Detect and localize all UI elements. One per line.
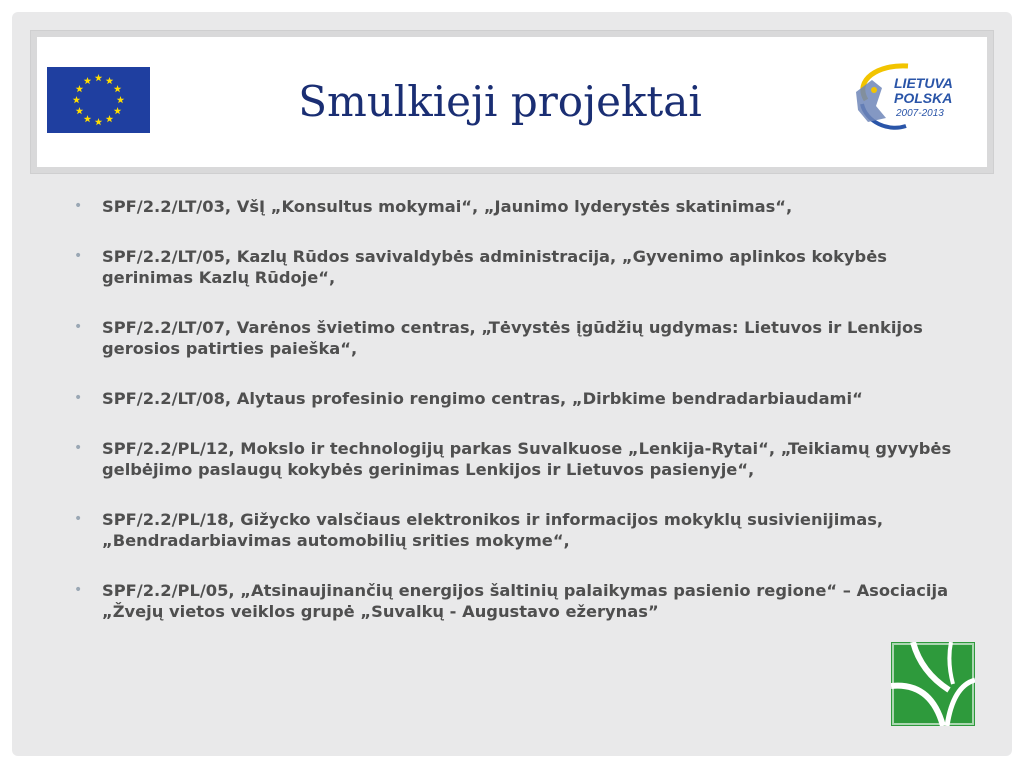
bullet-dot-icon: • — [74, 582, 83, 598]
list-item-text: SPF/2.2/PL/12, Mokslo ir technologijų parkas Suvalkuose „Lenkija-Rytai“, „Teikiamų gyvybės gelbėjimo paslaugų kokybės gerinimas Lenkijos ir Lietuvos pasienyje“, — [102, 439, 952, 479]
page-title: Smulkieji projektai — [298, 77, 702, 126]
list-item-text: SPF/2.2/LT/08, Alytaus profesinio rengimo centras, „Dirbkime bendradarbiaudami“ — [102, 389, 863, 408]
list-item-text: SPF/2.2/PL/18, Gižycko valsčiaus elektronikos ir informacijos mokyklų susivienijimas, „Bendradarbiavimas automobilių srities mokyme“, — [102, 510, 884, 550]
list-item-text: SPF/2.2/LT/03, VšĮ „Konsultus mokymai“, „Jaunimo lyderystės skatinimas“, — [102, 197, 793, 216]
lietuva-polska-logo-icon — [848, 60, 968, 140]
eu-flag-icon — [47, 67, 150, 133]
project-list — [72, 196, 952, 651]
bullet-dot-icon: • — [74, 198, 83, 214]
corner-logo-icon — [891, 642, 975, 726]
list-item — [72, 246, 952, 288]
bullet-dot-icon: • — [74, 248, 83, 264]
logo-line-1: LIETUVA — [894, 75, 953, 91]
list-item — [72, 438, 952, 480]
list-item-text: SPF/2.2/PL/05, „Atsinaujinančių energijos šaltinių palaikymas pasienio regione“ – Asociacija „Žvejų vietos veiklos grupė „Suvalkų - Augustavo ežerynas” — [102, 581, 949, 621]
bullet-dot-icon: • — [74, 390, 83, 406]
logo-line-3: 2007-2013 — [896, 108, 944, 119]
list-item — [72, 388, 952, 409]
logo-line-2: POLSKA — [894, 90, 953, 106]
bullet-dot-icon: • — [74, 319, 83, 335]
bullet-dot-icon: • — [74, 440, 83, 456]
list-item-text: SPF/2.2/LT/05, Kazlų Rūdos savivaldybės administracija, „Gyvenimo aplinkos kokybės gerinimas Kazlų Rūdoje“, — [102, 247, 887, 287]
list-item — [72, 317, 952, 359]
list-item — [72, 580, 952, 622]
list-item — [72, 509, 952, 551]
bullet-dot-icon: • — [74, 511, 83, 527]
list-item — [72, 196, 952, 217]
list-item-text: SPF/2.2/LT/07, Varėnos švietimo centras, „Tėvystės įgūdžių ugdymas: Lietuvos ir Lenkijos gerosios patirties paieška“, — [102, 318, 923, 358]
